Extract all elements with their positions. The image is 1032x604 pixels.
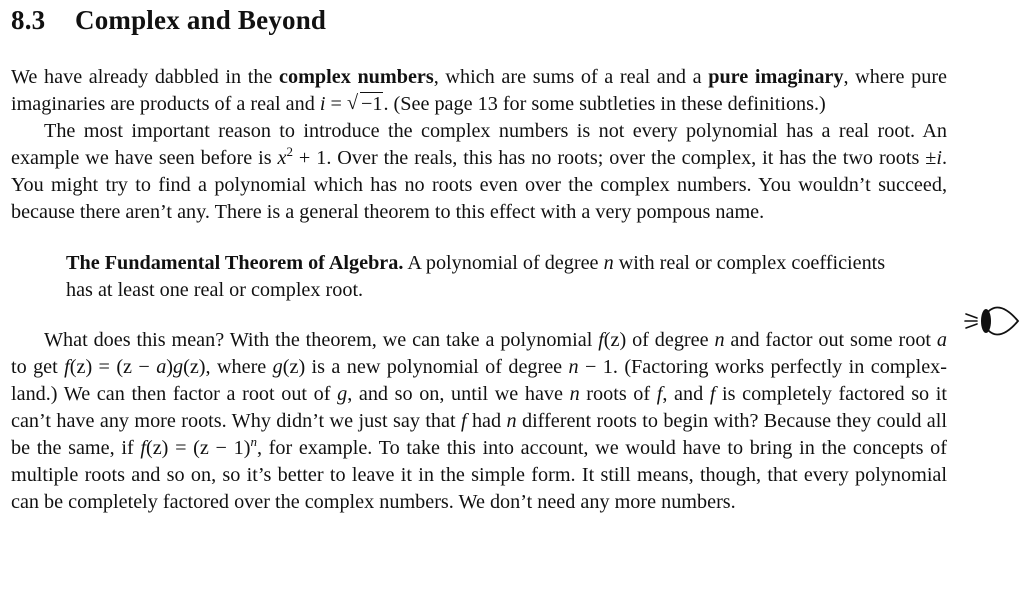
math-exponent: 2 xyxy=(286,144,293,159)
math-var: i xyxy=(319,93,326,115)
text-run: (z) = (z − xyxy=(69,356,157,378)
text-run: The most important reason to introduce the complex numbers is not every polynomial has a real root. An example we have seen before is xyxy=(11,120,947,169)
math-var: g xyxy=(173,356,184,378)
text-run: roots of xyxy=(579,383,657,405)
math-var: n xyxy=(603,252,614,274)
text-run: , and xyxy=(662,383,710,405)
math-var: n xyxy=(506,410,517,432)
math-var: f xyxy=(140,437,146,459)
math-var: a xyxy=(156,356,167,378)
math-var: n xyxy=(569,383,580,405)
paragraph-meaning xyxy=(11,327,947,516)
radicand: −1 xyxy=(360,93,383,115)
text-run: , for example. To take this into account, we would have to bring in the concepts of multiple roots and so on, so it’s better to leave it in the simple form. It still means, though, that every polynomial can be completely factored over the complex numbers. We don’t need any more numbers. xyxy=(11,437,947,513)
math-exponent: n xyxy=(250,434,257,449)
math-var: a xyxy=(936,329,948,351)
math-var: g xyxy=(337,383,348,405)
text-run: , and so on, until we have xyxy=(347,383,570,405)
paragraph-intro xyxy=(11,64,947,118)
section-number: 8.3 xyxy=(11,5,46,35)
page-content xyxy=(11,0,947,516)
text-run: . You might try to find a polynomial which has no roots even over the complex numbers. You wouldn’t succeed, because there aren’t any. There is a general theorem to this effect with a very pompous name. xyxy=(11,147,947,223)
text-run: − 1. (Factoring works perfectly in complex-land.) We can then factor a root out of xyxy=(11,356,947,405)
text-run: (z) = (z − 1) xyxy=(145,437,251,459)
math-var: f xyxy=(709,383,716,405)
theorem-statement xyxy=(66,250,906,304)
text-run: What does this mean? With the theorem, we can take a polynomial xyxy=(44,329,599,351)
math-var: g xyxy=(272,356,283,378)
term-pure-imaginary: pure imaginary xyxy=(708,66,844,88)
text-run: We have already dabbled in the xyxy=(11,66,280,88)
text-run: (z), where xyxy=(183,356,273,378)
math-var: f xyxy=(598,329,604,351)
text-run: had xyxy=(466,410,507,432)
text-run: ) xyxy=(166,356,174,378)
text-run: (z) of degree xyxy=(603,329,715,351)
text-run: with real or complex coefficients has at least one real or complex root. xyxy=(66,252,886,301)
text-run: to get xyxy=(11,356,65,378)
text-run: = xyxy=(325,93,347,115)
math-var: n xyxy=(714,329,725,351)
paragraph-reason xyxy=(11,118,947,226)
text-run: . (See page 13 for some subtleties in these definitions.) xyxy=(383,93,826,115)
theorem-block xyxy=(66,250,906,304)
section-title: Complex and Beyond xyxy=(75,5,327,35)
math-var: i xyxy=(936,147,942,169)
theorem-name: The Fundamental Theorem of Algebra. xyxy=(66,252,404,274)
math-var: f xyxy=(460,410,467,432)
text-run: different roots to begin with? Because they could all be the same, if xyxy=(11,410,947,459)
math-var: f xyxy=(64,356,70,378)
text-run: (z) is a new polynomial of degree xyxy=(282,356,569,378)
text-run: + 1. Over the reals, this has no roots; over the complex, it has the two roots ± xyxy=(292,147,937,169)
text-run: , which are sums of a real and a xyxy=(433,66,709,88)
section-heading xyxy=(11,2,947,38)
text-run: A polynomial of degree xyxy=(403,252,604,274)
sqrt-expression xyxy=(347,91,383,118)
radical-sign: √ xyxy=(346,92,359,114)
math-var: x xyxy=(277,147,287,169)
text-run: is completely factored so it can’t have any more roots. Why didn’t we just say that xyxy=(11,383,947,432)
term-complex-numbers: complex numbers xyxy=(279,66,434,88)
math-var: n xyxy=(568,356,579,378)
text-run: , where pure imaginaries are products of a real and xyxy=(11,66,948,115)
eye-icon xyxy=(962,298,1022,346)
math-var: f xyxy=(656,383,663,405)
text-run: and factor out some root xyxy=(724,329,937,351)
